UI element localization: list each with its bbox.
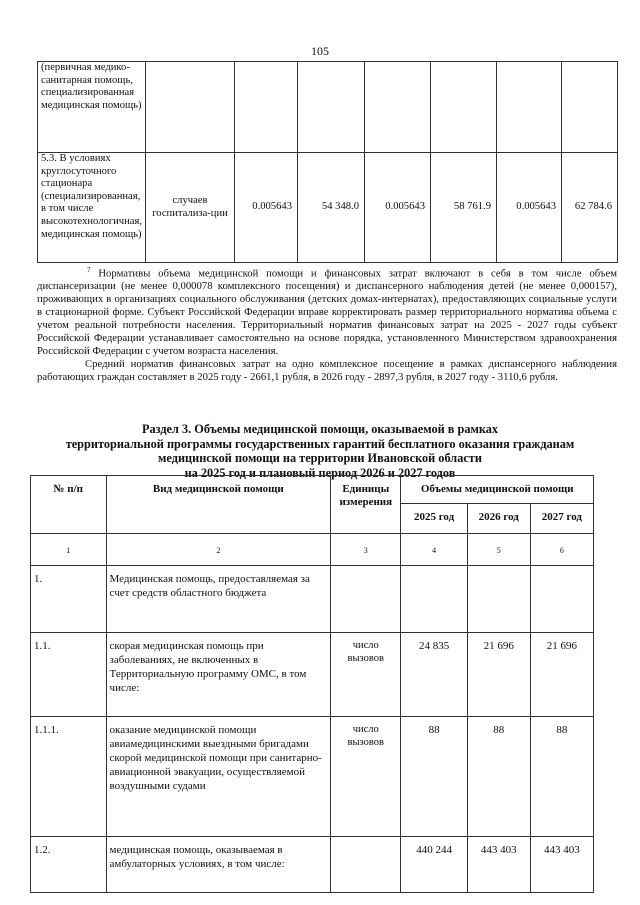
row-2026: 21 696 — [467, 633, 530, 717]
volume-2027-cell: 0.005643 — [497, 153, 562, 263]
footnote-marker: 7 — [87, 266, 91, 274]
row-unit — [331, 566, 401, 633]
header-volumes: Объемы медицинской помощи — [401, 476, 594, 504]
footnote-text: Нормативы объема медицинской помощи и финансовых затрат включают в себя в том числе объем диспансеризации (не менее 0,000078 комплексного посещения) и диспансерного наблюдения детей (не менее 0,000157), проживающих в организациях социального обслуживания (детских домах-интернатах), предоставляющих социальные услуги в стационарной форме. Субъект Российской Федерации вправе корректировать размер территориального норматива объема с учетом реальной потребности населения. Территориальный норматив финансовых затрат на 2025 - 2027 годы субъект Российской Федерации устанавливает самостоятельно на основе порядка, установленного Министерством здравоохранения Российской Федерации с учетом возраста населения. — [37, 267, 617, 357]
index-row — [31, 534, 594, 566]
section-title-line: на 2025 год и плановый период 2026 и 2027 годов — [184, 465, 456, 480]
header-2025: 2025 год — [401, 504, 467, 534]
row-unit — [331, 837, 401, 893]
header-num: № п/п — [31, 476, 107, 534]
header-unit: Единицы измерения — [331, 476, 401, 534]
cell — [431, 62, 497, 153]
table-row — [31, 717, 594, 837]
row-unit: число вызовов — [331, 717, 401, 837]
volume-2025-cell: 0.005643 — [235, 153, 298, 263]
cost-2025-cell: 54 348.0 — [298, 153, 365, 263]
page-number: 105 — [311, 44, 329, 58]
row-2025 — [401, 566, 467, 633]
row-2026 — [467, 566, 530, 633]
table-row — [31, 633, 594, 717]
cell — [235, 62, 298, 153]
table-row — [38, 153, 618, 263]
footnote — [37, 264, 617, 358]
row-label: 5.3. В условиях круглосуточного стационара (специализированная, в том числе высокотехнологичная, медицинская помощь) — [38, 153, 146, 263]
row-2027: 443 403 — [530, 837, 593, 893]
cell — [146, 62, 235, 153]
section-title — [20, 422, 620, 480]
index-cell: 6 — [530, 534, 593, 566]
row-num: 1.1.1. — [31, 717, 107, 837]
cell — [497, 62, 562, 153]
index-cell: 5 — [467, 534, 530, 566]
row-unit: число вызовов — [331, 633, 401, 717]
index-cell: 3 — [331, 534, 401, 566]
row-2027: 21 696 — [530, 633, 593, 717]
row-type: Медицинская помощь, предоставляемая за счет средств областного бюджета — [106, 566, 331, 633]
index-cell: 1 — [31, 534, 107, 566]
row-type: оказание медицинской помощи авиамедицинскими выездными бригадами скорой медицинской помощи при санитарно-авиационной эвакуации, осуществляемой воздушными судами — [106, 717, 331, 837]
section-title-line: Раздел 3. Объемы медицинской помощи, оказываемой в рамках — [141, 422, 499, 436]
index-cell: 4 — [401, 534, 467, 566]
cost-2027-cell: 62 784.6 — [562, 153, 618, 263]
row-type: медицинская помощь, оказываемая в амбулаторных условиях, в том числе: — [106, 837, 331, 893]
volume-table — [30, 475, 594, 893]
volume-2026-cell: 0.005643 — [365, 153, 431, 263]
row-2027: 88 — [530, 717, 593, 837]
cell — [562, 62, 618, 153]
row-label: (первичная медико-санитарная помощь, специализированная медицинская помощь) — [38, 62, 146, 153]
section-title-line: медицинской помощи на территории Ивановской области — [158, 451, 482, 466]
table-row — [31, 566, 594, 633]
section-title-line: территориальной программы государственных гарантий бесплатного оказания гражданам — [65, 436, 575, 451]
table-row — [31, 837, 594, 893]
row-2025: 88 — [401, 717, 467, 837]
index-cell: 2 — [106, 534, 331, 566]
normatives-table-continued — [37, 61, 618, 263]
cell — [298, 62, 365, 153]
row-2026: 443 403 — [467, 837, 530, 893]
row-num: 1.2. — [31, 837, 107, 893]
header-2026: 2026 год — [467, 504, 530, 534]
unit-cell: случаев госпитализа-ции — [146, 153, 235, 263]
header-row — [31, 476, 594, 504]
header-2027: 2027 год — [530, 504, 593, 534]
paragraph: Средний норматив финансовых затрат на одно комплексное посещение в рамках диспансерного наблюдения работающих граждан составляет в 2025 году - 2661,1 рубля, в 2026 году - 2897,3 рубля, в 2027 году - 3110,6 рубля. — [37, 357, 617, 383]
row-num: 1. — [31, 566, 107, 633]
row-type: скорая медицинская помощь при заболеваниях, не включенных в Территориальную программу ОМС, в том числе: — [106, 633, 331, 717]
row-num: 1.1. — [31, 633, 107, 717]
cost-2026-cell: 58 761.9 — [431, 153, 497, 263]
row-2026: 88 — [467, 717, 530, 837]
cell — [365, 62, 431, 153]
table-row — [38, 62, 618, 153]
row-2025: 440 244 — [401, 837, 467, 893]
header-type: Вид медицинской помощи — [106, 476, 331, 534]
row-2027 — [530, 566, 593, 633]
notes-block — [37, 264, 617, 384]
row-2025: 24 835 — [401, 633, 467, 717]
